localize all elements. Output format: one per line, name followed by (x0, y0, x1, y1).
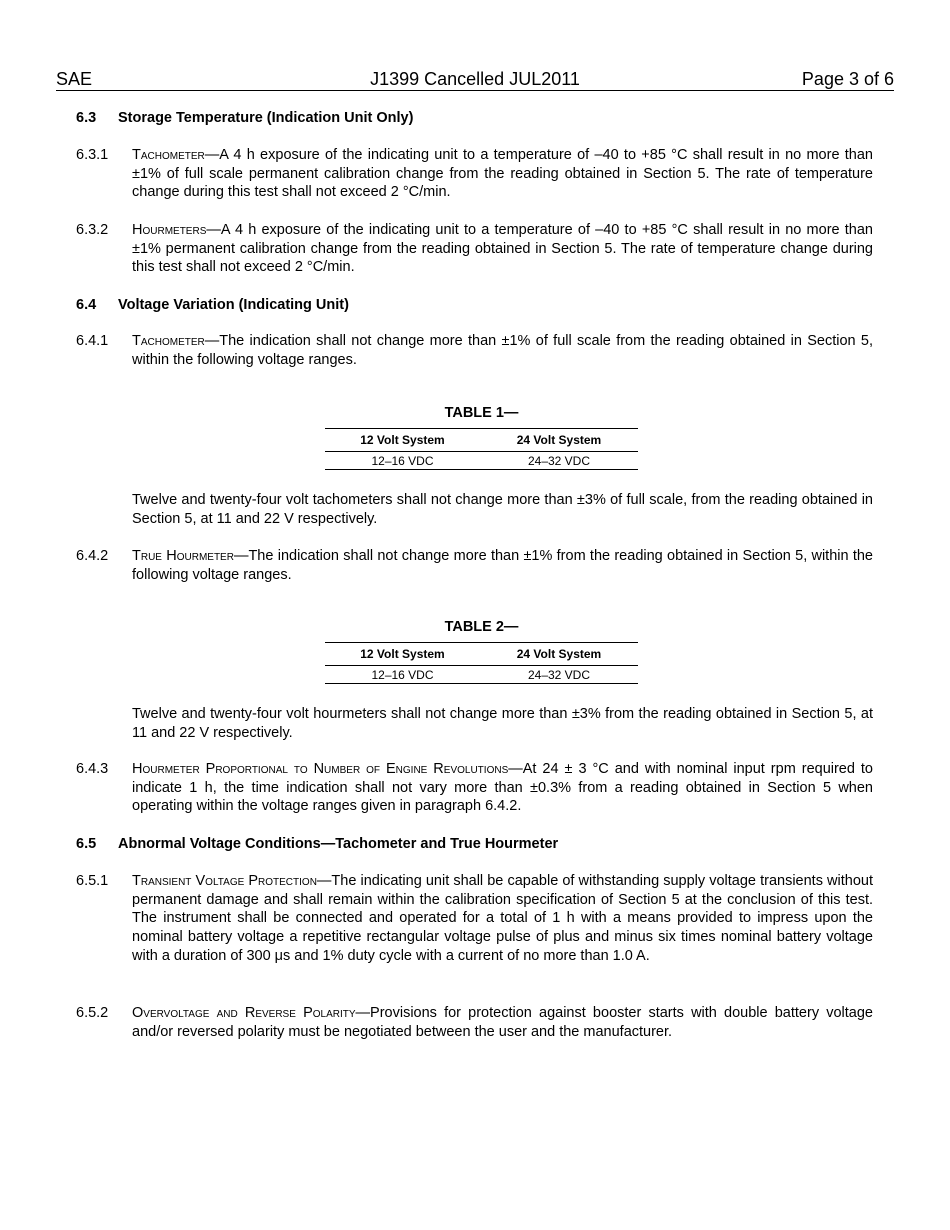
paragraph-6-3-1 (76, 146, 873, 202)
paragraph-6-4-1 (76, 332, 873, 369)
paragraph-number: 6.4.2 (76, 548, 109, 564)
section-number: 6.4 (76, 297, 97, 313)
paragraph-term: Hourmeter Proportional to Number of Engine Revolutions (132, 761, 509, 777)
paragraph-text: —The indicating unit shall be capable of withstanding supply voltage transients without permanent damage and shall remain within the calibration specification of Section 5 at the conclusion of this test. The instrument shall be connected and operated for a total of 1 h with a means provided to impress upon the nominal battery voltage a repetitive rectangular voltage pulse of plus and minus six times nominal battery voltage with a duration of 300 μs and 1% duty cycle with a current of no more than 1.0 A. (132, 873, 873, 964)
section-number: 6.5 (76, 836, 97, 852)
section-title: Voltage Variation (Indicating Unit) (118, 297, 349, 313)
paragraph-6-4-2 (76, 547, 873, 584)
table-cell: 12–16 VDC (325, 452, 480, 470)
paragraph-text: —A 4 h exposure of the indicating unit to a temperature of –40 to +85 °C shall result in no more than ±1% permanent calibration change from the reading obtained in Section 5. The rate of temperature change during this test shall not exceed 2 °C/min. (132, 222, 873, 276)
paragraph-term: Tachometer (132, 147, 205, 163)
table-header-row (325, 429, 638, 452)
table-header-cell: 24 Volt System (480, 429, 638, 452)
section-heading-6-5 (76, 835, 558, 853)
table-2-note: Twelve and twenty-four volt hourmeters shall not change more than ±3% from the reading obtained in Section 5, at 11 and 22 V respectively. (132, 706, 873, 741)
paragraph-text: —A 4 h exposure of the indicating unit to a temperature of –40 to +85 °C shall result in no more than ±1% of full scale permanent calibration change from the reading obtained in Section 5. The rate of temperature change during this test shall not exceed 2 °C/min. (132, 147, 873, 201)
paragraph-text: —The indication shall not change more than ±1% of full scale from the reading obtained in Section 5, within the following voltage ranges. (132, 333, 873, 368)
section-number: 6.3 (76, 110, 97, 126)
paragraph-number: 6.4.3 (76, 761, 109, 777)
section-heading-6-3 (76, 109, 413, 127)
table-1-title: TABLE 1— (444, 405, 519, 421)
table-2-title: TABLE 2— (444, 619, 519, 635)
paragraph-term: Transient Voltage Protection (132, 873, 317, 889)
table-header-cell: 12 Volt System (325, 429, 480, 452)
paragraph-6-4-3 (76, 760, 873, 816)
paragraph-6-5-2 (76, 1004, 873, 1041)
section-title: Storage Temperature (Indication Unit Only) (118, 110, 414, 126)
table-header-row (325, 643, 638, 666)
paragraph-text: —The indication shall not change more than ±1% from the reading obtained in Section 5, within the following voltage ranges. (132, 548, 874, 583)
paragraph-number: 6.4.1 (76, 333, 109, 349)
paragraph-6-5-1 (76, 872, 873, 966)
table-1 (325, 428, 638, 470)
table-1-note: Twelve and twenty-four volt tachometers shall not change more than ±3% of full scale, from the reading obtained in Section 5, at 11 and 22 V respectively. (132, 492, 873, 527)
table-cell: 12–16 VDC (325, 666, 480, 684)
paragraph-term: Hourmeters (132, 222, 207, 238)
header-org: SAE (56, 69, 93, 89)
header-doc-id: J1399 Cancelled JUL2011 (370, 69, 580, 89)
paragraph-number: 6.3.2 (76, 222, 109, 238)
paragraph-term: Tachometer (132, 333, 205, 349)
paragraph-6-3-2 (76, 221, 873, 277)
paragraph-term: Overvoltage and Reverse Polarity (132, 1005, 356, 1021)
page-header (56, 68, 894, 91)
table-cell: 24–32 VDC (480, 666, 638, 684)
table-2 (325, 642, 638, 684)
paragraph-text: —Provisions for protection against booster starts with double battery voltage and/or reversed polarity must be negotiated between the user and the manufacturer. (132, 1005, 873, 1040)
paragraph-term: True Hourmeter (132, 548, 234, 564)
header-page-number: Page 3 of 6 (801, 69, 894, 89)
paragraph-number: 6.5.1 (76, 873, 109, 889)
table-cell: 24–32 VDC (480, 452, 638, 470)
table-row (325, 452, 638, 470)
paragraph-number: 6.5.2 (76, 1005, 109, 1021)
paragraph-number: 6.3.1 (76, 147, 109, 163)
table-header-cell: 24 Volt System (480, 643, 638, 666)
paragraph-text: —At 24 ± 3 °C and with nominal input rpm required to indicate 1 h, the time indication shall not vary more than ±0.3% from a reading obtained in Section 5 when operating within the voltage ranges given in paragraph 6.4.2. (132, 761, 874, 815)
section-title: Abnormal Voltage Conditions—Tachometer and True Hourmeter (118, 836, 559, 852)
table-row (325, 666, 638, 684)
section-heading-6-4 (76, 296, 349, 314)
table-header-cell: 12 Volt System (325, 643, 480, 666)
